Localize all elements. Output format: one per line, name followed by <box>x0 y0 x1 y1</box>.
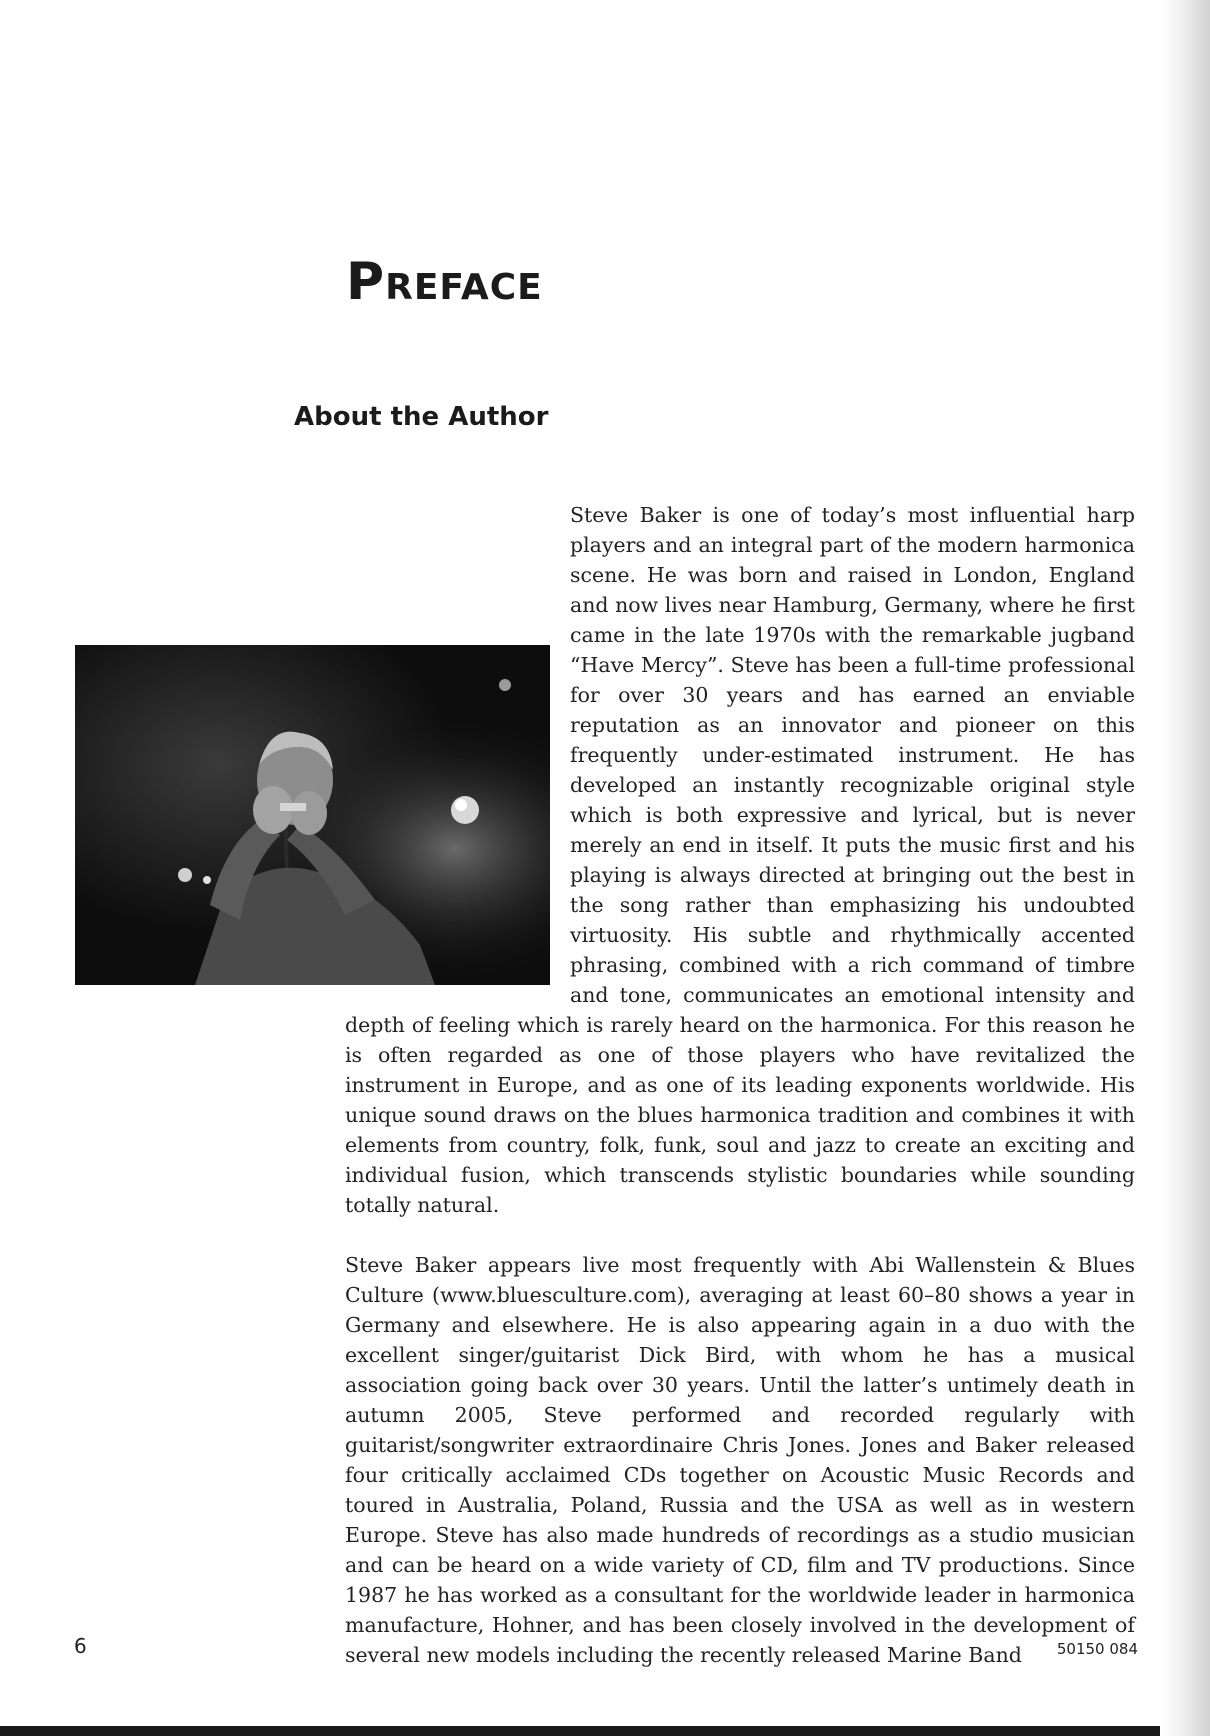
author-photo <box>75 645 550 985</box>
page-number: 6 <box>74 1634 87 1658</box>
paragraph-about-author-2: Steve Baker appears live most frequently with Abi Wallenstein & Blues Culture (www.bluesculture.com), averaging at least 60–80 shows a year in Germany and elsewhere. He is also appearing again in a duo with the excellent singer/guitarist Dick Bird, with whom he has a musical association going back over 30 years. Until the latter’s untimely death in autumn 2005, Steve performed and recorded regularly with guitarist/songwriter extraordinaire Chris Jones. Jones and Baker released four critically acclaimed CDs together on Acoustic Music Records and toured in Australia, Poland, Russia and the USA as well as in western Europe. Steve has also made hundreds of recordings as a studio musician and can be heard on a wide variety of CD, film and TV productions. Since 1987 he has worked as a consultant for the worldwide leader in harmonica manufacture, Hohner, and has been closely involved in the development of several new models including the recently released Marine Band <box>345 1253 1135 1667</box>
body-text <box>345 500 1135 1700</box>
bottom-rule <box>0 1726 1160 1736</box>
page-edge-shadow <box>1162 0 1210 1736</box>
catalog-number: 50150 084 <box>1056 1640 1138 1658</box>
paragraph-about-author-1: Steve Baker is one of today’s most influential harp players and an integral part of the modern harmonica scene. He was born and raised in London, England and now lives near Hamburg, Germany, where he first came in the late 1970s with the remarkable jugband “Have Mercy”. Steve has been a full-time professional for over 30 years and has earned an enviable reputation as an innovator and pioneer on this frequently under-estimated instrument. He has developed an instantly recognizable original style which is both expressive and lyrical, but is never merely an end in itself. It puts the music first and his playing is always directed at bringing out the best in the song rather than emphasizing his undoubted virtuosity. His subtle and rhythmically accented phrasing, combined with a rich command of timbre and tone, communicates an emotional intensity and depth of feeling which is rarely heard on the harmonica. For this reason he is often regarded as one of those players who have revitalized the instrument in Europe, and as one of its leading exponents worldwide. His unique sound draws on the blues harmonica tradition and combines it with elements from country, folk, funk, soul and jazz to create an exciting and individual fusion, which transcends stylistic boundaries while sounding totally natural. <box>345 503 1135 1217</box>
section-heading: About the Author <box>294 402 549 432</box>
page-title: Preface <box>346 252 543 312</box>
